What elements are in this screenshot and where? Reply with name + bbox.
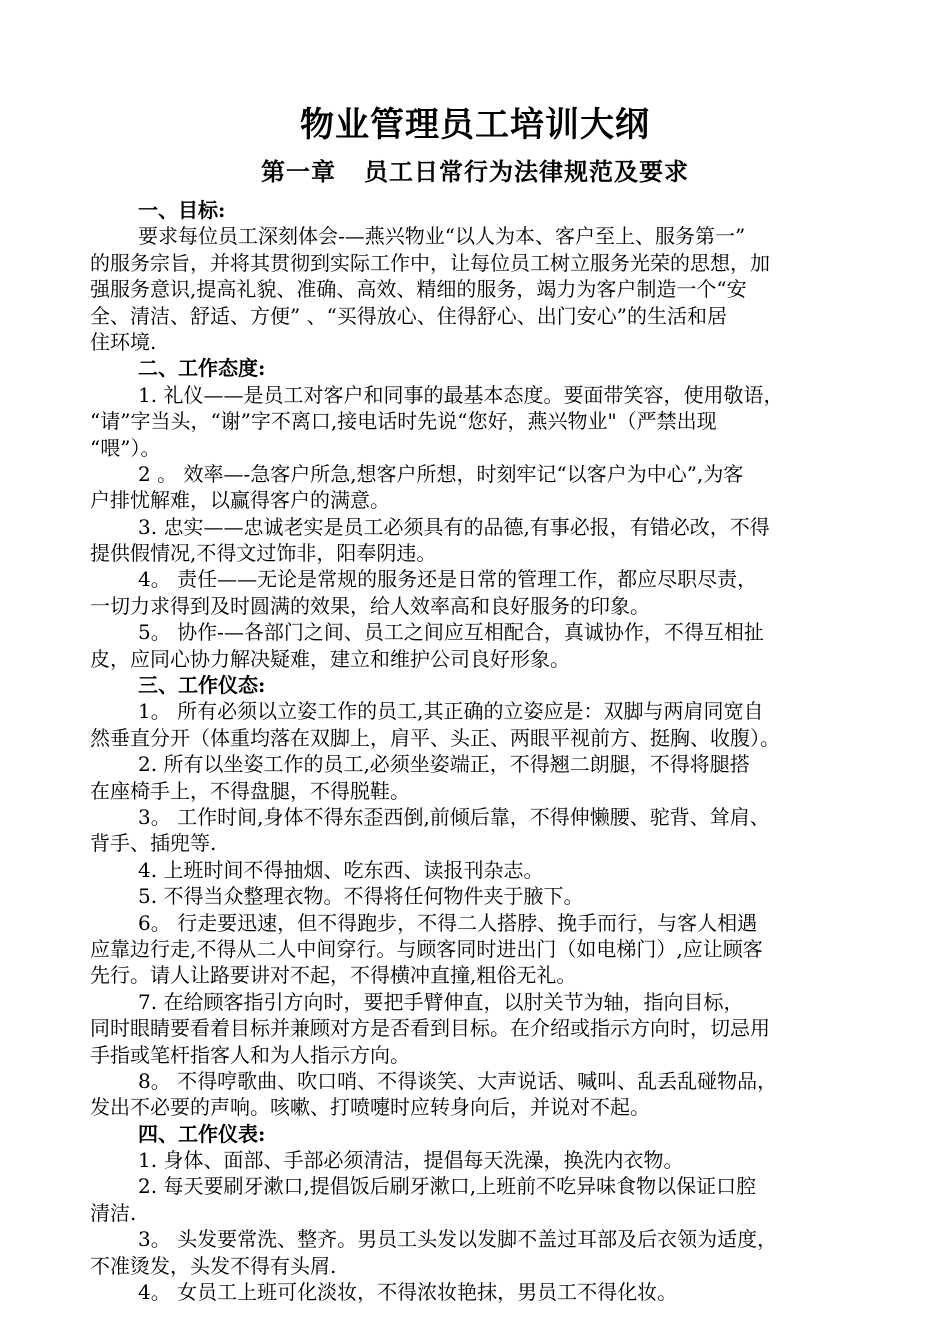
section-heading: 二、工作态度:	[138, 356, 266, 381]
body-text-line: 提供假情况,不得文过饰非，阳奉阴违。	[90, 541, 437, 566]
body-text-line: 在座椅手上，不得盘腿，不得脱鞋。	[90, 778, 410, 803]
body-text-line: 7. 在给顾客指引方向时，要把手臂伸直，以肘关节为轴，指向目标，	[138, 989, 744, 1014]
body-text-line: 2. 所有以坐姿工作的员工,必须坐姿端正，不得翘二朗腿，不得将腿搭	[138, 752, 750, 777]
document-title: 物业管理员工培训大纲	[300, 105, 650, 145]
body-text-line: 不准烫发，头发不得有头屑.	[90, 1253, 337, 1278]
body-text-line: 3。 头发要常洗、整齐。男员工头发以发脚不盖过耳部及后衣领为适度，	[138, 1227, 778, 1252]
body-text-line: 5。 协作-—各部门之间、员工之间应互相配合，真诚协作，不得互相扯	[138, 620, 764, 645]
section-heading: 一、目标:	[138, 198, 226, 222]
body-text-line: 发出不必要的声响。咳嗽、打喷嚏时应转身向后，并说对不起。	[90, 1095, 650, 1120]
body-text-line: 的服务宗旨，并将其贯彻到实际工作中，让每位员工树立服务光荣的思想，加	[90, 250, 770, 275]
body-text-line: 8。 不得哼歌曲、吹口哨、不得谈笑、大声说话、喊叫、乱丢乱碰物品，	[138, 1068, 778, 1093]
body-text-line: 要求每位员工深刻体会-—燕兴物业“以人为本、客户至上、服务第一”	[138, 224, 746, 249]
body-text-line: 6。 行走要迅速，但不得跑步，不得二人搭脖、挽手而行，与客人相遇	[138, 910, 758, 935]
body-text-line: 一切力求得到及时圆满的效果，给人效率高和良好服务的印象。	[90, 593, 650, 618]
body-text-line: “喂”）。	[90, 435, 161, 460]
body-text-line: 强服务意识,提高礼貌、准确、高效、精细的服务，竭力为客户制造一个“安	[90, 277, 747, 302]
body-text-line: 5. 不得当众整理衣物。不得将任何物件夹于腋下。	[138, 884, 584, 909]
body-text-line: 先行。请人让路要讲对不起，不得横冲直撞,粗俗无礼。	[90, 963, 577, 988]
body-text-line: 4. 上班时间不得抽烟、吃东西、读报刊杂志。	[138, 857, 544, 882]
body-text-line: 2 。 效率—-急客户所急,想客户所想，时刻牢记“以客户为中心”,为客	[138, 461, 744, 486]
body-text-line: 皮，应同心协力解决疑难，建立和维护公司良好形象。	[90, 646, 570, 671]
body-text-line: “请”字当头，“谢”字不离口,接电话时先说“您好，燕兴物业"（严禁出现	[90, 409, 717, 434]
body-text-line: 4。 责任——无论是常规的服务还是日常的管理工作，都应尽职尽责，	[138, 567, 758, 592]
body-text-line: 然垂直分开（体重均落在双脚上，肩平、头正、两眼平视前方、挺胸、收腹）。	[90, 725, 780, 750]
body-text-line: 3。 工作时间,身体不得东歪西倒,前倾后靠，不得伸懒腰、驼背、耸肩、	[138, 804, 770, 829]
chapter-heading: 第一章 员工日常行为法律规范及要求	[260, 157, 690, 186]
body-text-line: 3. 忠实——忠诚老实是员工必须具有的品德,有事必报，有错必改，不得	[138, 514, 770, 539]
body-text-line: 清洁.	[90, 1200, 137, 1225]
body-text-line: 2. 每天要刷牙漱口,提倡饭后刷牙漱口,上班前不吃异味食物以保证口腔	[138, 1174, 757, 1199]
body-text-line: 户排忧解难，以赢得客户的满意。	[90, 488, 390, 513]
body-text-line: 1。 所有必须以立姿工作的员工,其正确的立姿应是：双脚与两肩同宽自	[138, 699, 764, 724]
section-heading: 三、工作仪态:	[138, 673, 266, 698]
body-text-line: 手指或笔杆指客人和为人指示方向。	[90, 1042, 410, 1067]
body-text-line: 同时眼睛要看着目标并兼顾对方是否看到目标。在介绍或指示方向时，切忌用	[90, 1016, 770, 1041]
body-text-line: 1. 身体、面部、手部必须清洁，提倡每天洗澡，换洗内衣物。	[138, 1148, 684, 1173]
body-text-line: 应靠边行走,不得从二人中间穿行。与顾客同时进出门（如电梯门）,应让顾客	[90, 936, 763, 961]
section-heading: 四、工作仪表:	[138, 1121, 266, 1146]
body-text-line: 1. 礼仪——是员工对客户和同事的最基本态度。要面带笑容，使用敬语，	[138, 382, 784, 407]
body-text-line: 住环境.	[90, 329, 157, 354]
document-body	[90, 197, 870, 1305]
body-text-line: 背手、插兜等.	[90, 831, 217, 856]
body-text-line: 全、清洁、舒适、方便” 、“买得放心、住得舒心、出门安心”的生活和居	[90, 303, 728, 328]
body-text-line: 4。 女员工上班可化淡妆，不得浓妆艳抹，男员工不得化妆。	[138, 1280, 678, 1305]
